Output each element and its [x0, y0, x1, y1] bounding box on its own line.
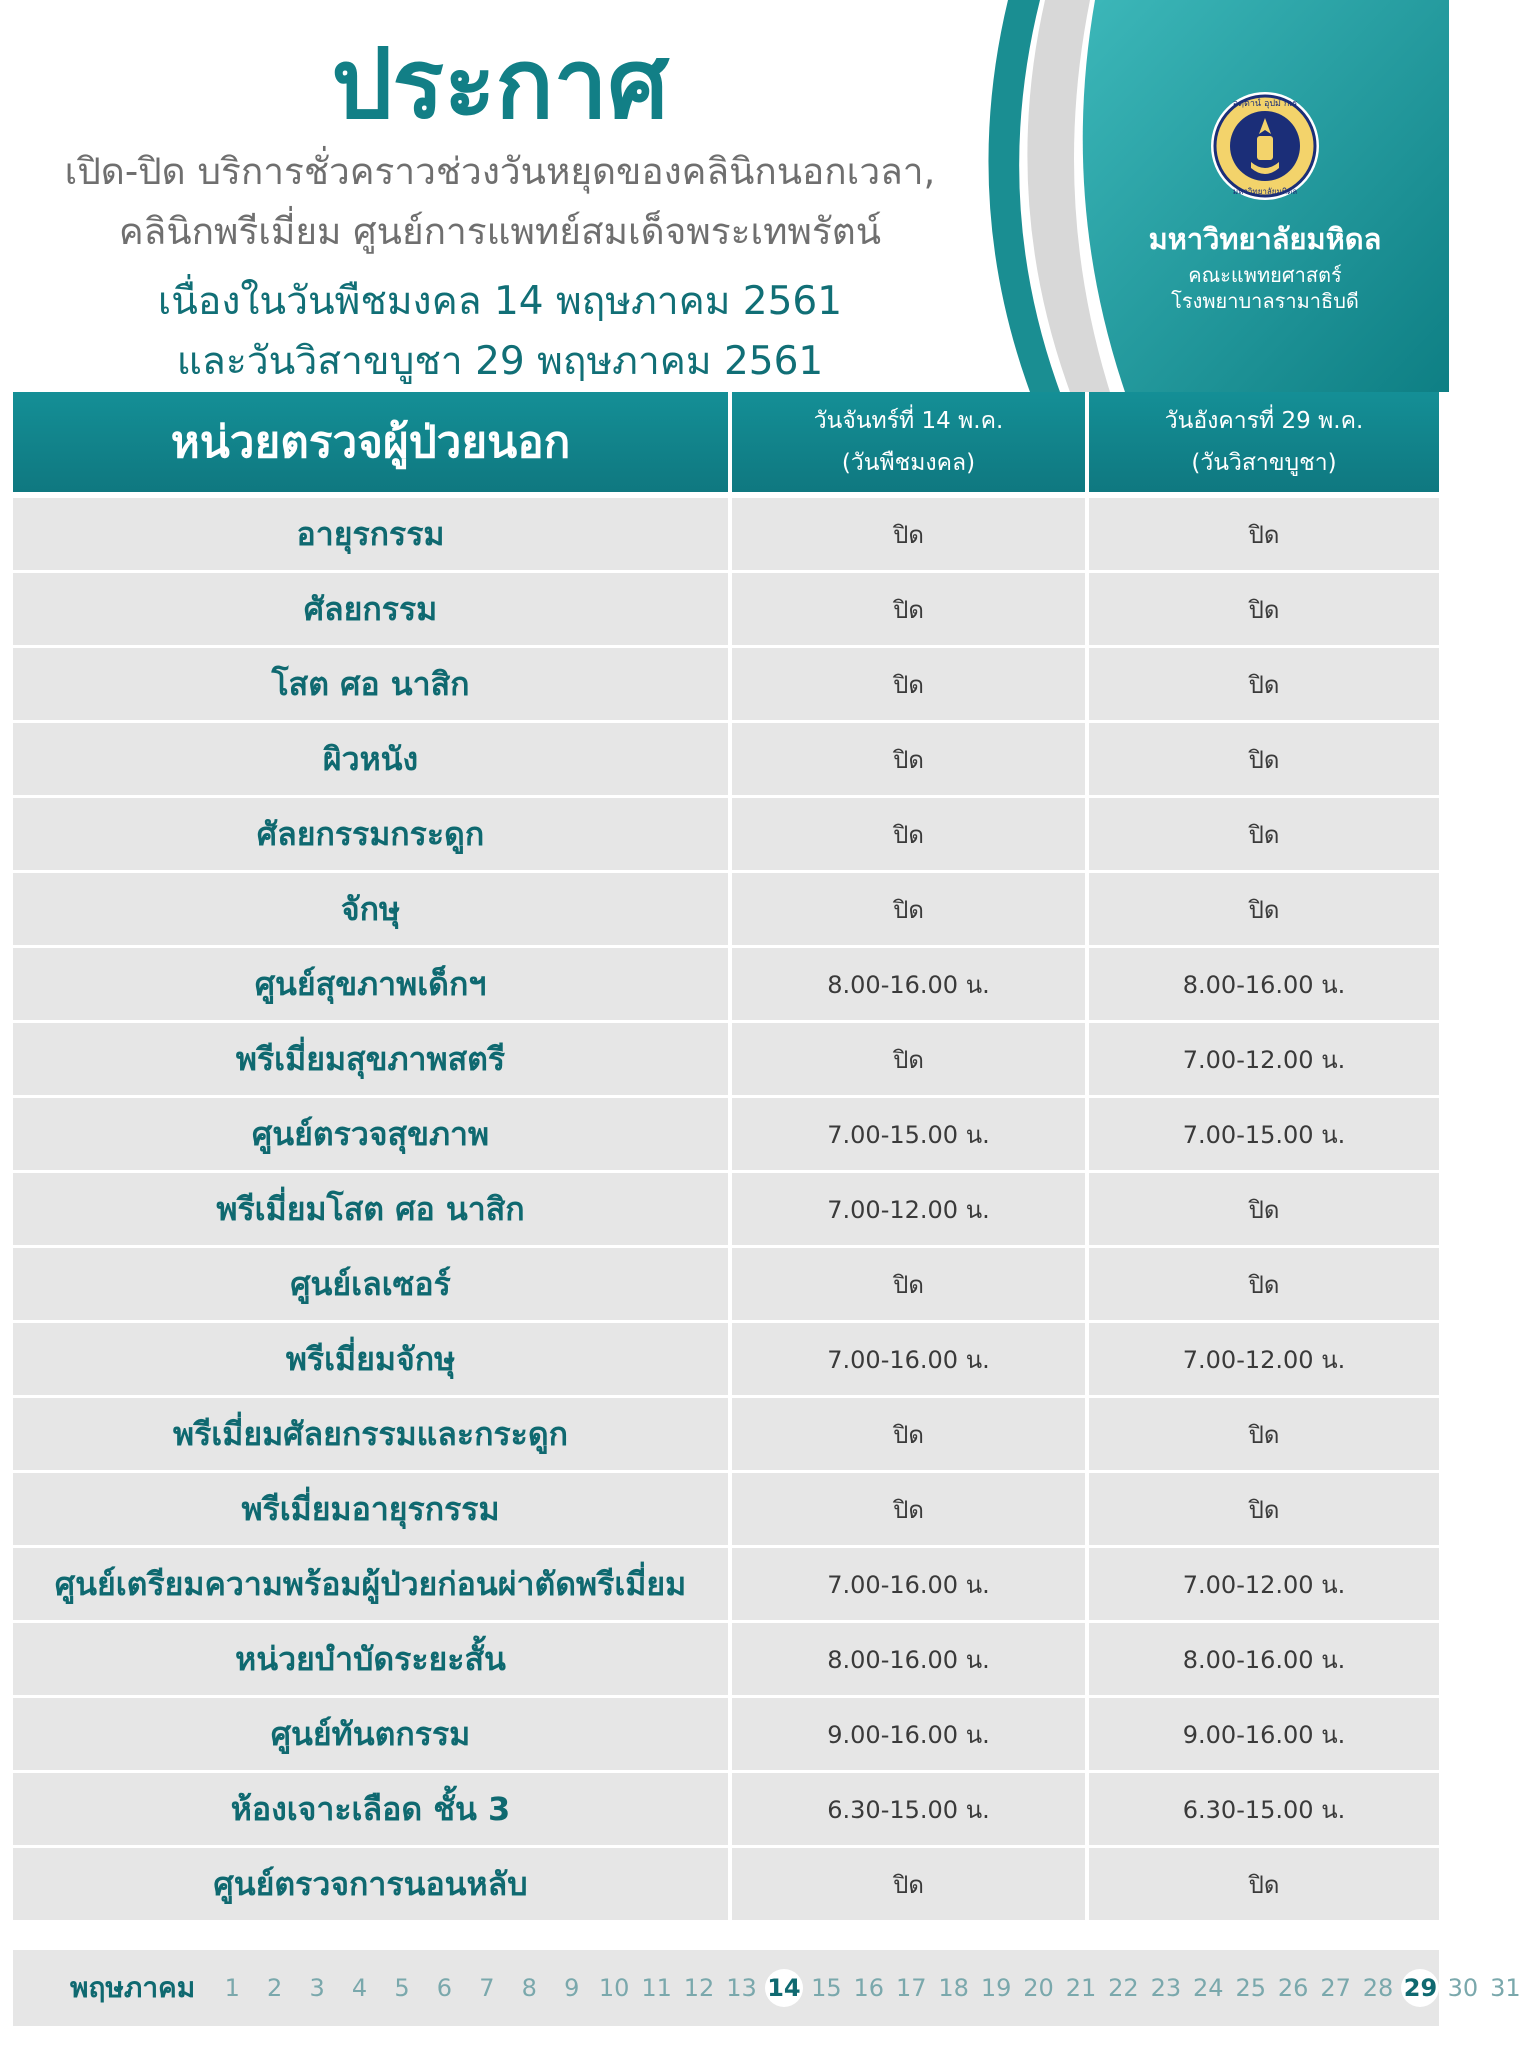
may29-cell: 8.00-16.00 น.	[1089, 1623, 1439, 1695]
may29-cell: ปิด	[1089, 873, 1439, 945]
calendar-day: 13	[726, 1974, 757, 2002]
may29-cell: ปิด	[1089, 498, 1439, 570]
unit-cell: ห้องเจาะเลือด ชั้น 3	[13, 1773, 728, 1845]
may29-cell: 7.00-15.00 น.	[1089, 1098, 1439, 1170]
may14-cell: ปิด	[732, 648, 1085, 720]
calendar-day: 5	[394, 1974, 410, 2002]
unit-cell: ศูนย์ทันตกรรม	[13, 1698, 728, 1770]
calendar-day: 28	[1362, 1974, 1394, 2002]
may29-cell: ปิด	[1089, 648, 1439, 720]
calendar-day: 1	[224, 1974, 240, 2002]
page-title: ประกาศ	[331, 28, 669, 140]
calendar-days	[213, 1969, 1529, 2007]
table-row	[13, 1023, 1439, 1095]
header-may29	[1089, 392, 1439, 492]
may29-cell: ปิด	[1089, 1398, 1439, 1470]
calendar-day: 8	[521, 1974, 537, 2002]
may14-cell: 7.00-16.00 น.	[732, 1548, 1085, 1620]
may14-cell: ปิด	[732, 573, 1085, 645]
schedule-table	[13, 392, 1439, 1923]
header	[0, 0, 1449, 392]
table-row	[13, 1173, 1439, 1245]
unit-cell: ศูนย์เลเซอร์	[13, 1248, 728, 1320]
may29-cell: 7.00-12.00 น.	[1089, 1323, 1439, 1395]
unit-cell: ศัลยกรรม	[13, 573, 728, 645]
table-row	[13, 1323, 1439, 1395]
may14-cell: ปิด	[732, 1848, 1085, 1920]
unit-cell: ศูนย์สุขภาพเด็กฯ	[13, 948, 728, 1020]
calendar-day: 31	[1490, 1974, 1521, 2002]
table-row	[13, 873, 1439, 945]
calendar-day: 17	[895, 1974, 927, 2002]
subtitle-line-2: คลินิกพรีเมี่ยม ศูนย์การแพทย์สมเด็จพระเทพรัตน์	[118, 210, 882, 253]
unit-cell: พรีเมี่ยมสุขภาพสตรี	[13, 1023, 728, 1095]
unit-cell: พรีเมี่ยมโสต ศอ นาสิก	[13, 1173, 728, 1245]
calendar-day: 20	[1023, 1974, 1054, 2002]
may29-cell: 7.00-12.00 น.	[1089, 1548, 1439, 1620]
header-unit: หน่วยตรวจผู้ป่วยนอก	[13, 392, 728, 492]
may14-cell: ปิด	[732, 1473, 1085, 1545]
calendar-day: 9	[564, 1974, 580, 2002]
calendar-day: 25	[1235, 1974, 1266, 2002]
may14-cell: 8.00-16.00 น.	[732, 1623, 1085, 1695]
calendar-day: 10	[598, 1974, 630, 2002]
calendar-day: 3	[309, 1974, 325, 2002]
table-row	[13, 648, 1439, 720]
svg-text:อตฺตานํ อุปมํ กเร: อตฺตานํ อุปมํ กเร	[1232, 99, 1298, 109]
may14-cell: 7.00-12.00 น.	[732, 1173, 1085, 1245]
date-line-1: เนื่องในวันพืชมงคล 14 พฤษภาคม 2561	[157, 279, 843, 324]
university-name: มหาวิทยาลัยมหิดล	[1148, 222, 1382, 256]
calendar-day: 11	[641, 1974, 672, 2002]
calendar-day-highlighted: 14	[765, 1969, 803, 2007]
unit-cell: ศูนย์ตรวจการนอนหลับ	[13, 1848, 728, 1920]
calendar-day: 16	[853, 1974, 885, 2002]
may14-cell: ปิด	[732, 723, 1085, 795]
header-may29-holiday: (วันวิสาขบูชา)	[1191, 450, 1337, 476]
may29-cell: 6.30-15.00 น.	[1089, 1773, 1439, 1845]
table-row	[13, 1398, 1439, 1470]
unit-cell: พรีเมี่ยมศัลยกรรมและกระดูก	[13, 1398, 728, 1470]
svg-text:มหาวิทยาลัยมหิดล: มหาวิทยาลัยมหิดล	[1232, 187, 1298, 196]
header-may14-holiday: (วันพืชมงคล)	[841, 450, 976, 476]
table-row	[13, 498, 1439, 570]
hospital-name: โรงพยาบาลรามาธิบดี	[1171, 289, 1359, 313]
unit-cell: จักษุ	[13, 873, 728, 945]
calendar-day: 18	[938, 1974, 969, 2002]
faculty-name: คณะแพทยศาสตร์	[1188, 263, 1342, 287]
calendar-day: 15	[811, 1974, 842, 2002]
table-row	[13, 948, 1439, 1020]
unit-cell: พรีเมี่ยมจักษุ	[13, 1323, 728, 1395]
may29-cell: ปิด	[1089, 573, 1439, 645]
calendar-month: พฤษภาคม	[70, 1971, 196, 2004]
may29-cell: 7.00-12.00 น.	[1089, 1023, 1439, 1095]
table-row	[13, 1098, 1439, 1170]
may14-cell: 7.00-15.00 น.	[732, 1098, 1085, 1170]
calendar-day: 30	[1447, 1974, 1479, 2002]
unit-cell: ศูนย์เตรียมความพร้อมผู้ป่วยก่อนผ่าตัดพรีเมี่ยม	[13, 1548, 728, 1620]
table-row	[13, 723, 1439, 795]
may29-cell: ปิด	[1089, 1173, 1439, 1245]
calendar-day: 21	[1065, 1974, 1097, 2002]
may29-cell: ปิด	[1089, 1248, 1439, 1320]
may14-cell: 8.00-16.00 น.	[732, 948, 1085, 1020]
may29-cell: ปิด	[1089, 798, 1439, 870]
calendar-day: 22	[1108, 1974, 1139, 2002]
unit-cell: ผิวหนัง	[13, 723, 728, 795]
table-body	[13, 498, 1439, 1920]
table-row	[13, 1248, 1439, 1320]
calendar-day: 4	[351, 1974, 368, 2002]
table-row	[13, 1773, 1439, 1845]
table-row	[13, 1623, 1439, 1695]
calendar-day: 23	[1150, 1974, 1182, 2002]
header-may29-date: วันอังคารที่ 29 พ.ค.	[1164, 408, 1364, 434]
unit-cell: ศูนย์ตรวจสุขภาพ	[13, 1098, 728, 1170]
calendar-day: 12	[683, 1974, 715, 2002]
unit-cell: ศัลยกรรมกระดูก	[13, 798, 728, 870]
header-may14	[732, 392, 1085, 492]
may29-cell: 9.00-16.00 น.	[1089, 1698, 1439, 1770]
table-header-row	[13, 392, 1439, 492]
table-row	[13, 1548, 1439, 1620]
may14-cell: 7.00-16.00 น.	[732, 1323, 1085, 1395]
unit-cell: อายุรกรรม	[13, 498, 728, 570]
may14-cell: ปิด	[732, 1248, 1085, 1320]
may14-cell: 6.30-15.00 น.	[732, 1773, 1085, 1845]
may14-cell: ปิด	[732, 1023, 1085, 1095]
calendar-day: 27	[1320, 1974, 1351, 2002]
may14-cell: 9.00-16.00 น.	[732, 1698, 1085, 1770]
may14-cell: ปิด	[732, 798, 1085, 870]
header-may14-date: วันจันทร์ที่ 14 พ.ค.	[813, 408, 1004, 434]
table-row	[13, 798, 1439, 870]
mahidol-logo	[1130, 90, 1400, 314]
unit-cell: หน่วยบำบัดระยะสั้น	[13, 1623, 728, 1695]
university-seal-icon	[1209, 90, 1321, 202]
subtitle-line-1: เปิด-ปิด บริการชั่วคราวช่วงวันหยุดของคลินิกนอกเวลา,	[64, 150, 936, 193]
unit-cell: พรีเมี่ยมอายุรกรรม	[13, 1473, 728, 1545]
may14-cell: ปิด	[732, 498, 1085, 570]
date-line-2: และวันวิสาขบูชา 29 พฤษภาคม 2561	[176, 339, 824, 384]
calendar-day: 2	[267, 1974, 283, 2002]
calendar-day: 26	[1277, 1974, 1309, 2002]
calendar-day: 6	[436, 1974, 453, 2002]
calendar-strip	[13, 1950, 1521, 2026]
may14-cell: ปิด	[732, 1398, 1085, 1470]
may29-cell: 8.00-16.00 น.	[1089, 948, 1439, 1020]
may29-cell: ปิด	[1089, 1848, 1439, 1920]
calendar-day: 19	[980, 1974, 1012, 2002]
may29-cell: ปิด	[1089, 723, 1439, 795]
may29-cell: ปิด	[1089, 1473, 1439, 1545]
table-row	[13, 1848, 1439, 1920]
calendar-day: 7	[479, 1974, 495, 2002]
calendar-day: 24	[1193, 1974, 1224, 2002]
calendar-day-highlighted: 29	[1401, 1969, 1439, 2007]
unit-cell: โสต ศอ นาสิก	[13, 648, 728, 720]
table-row	[13, 1698, 1439, 1770]
table-row	[13, 1473, 1439, 1545]
table-row	[13, 573, 1439, 645]
may14-cell: ปิด	[732, 873, 1085, 945]
